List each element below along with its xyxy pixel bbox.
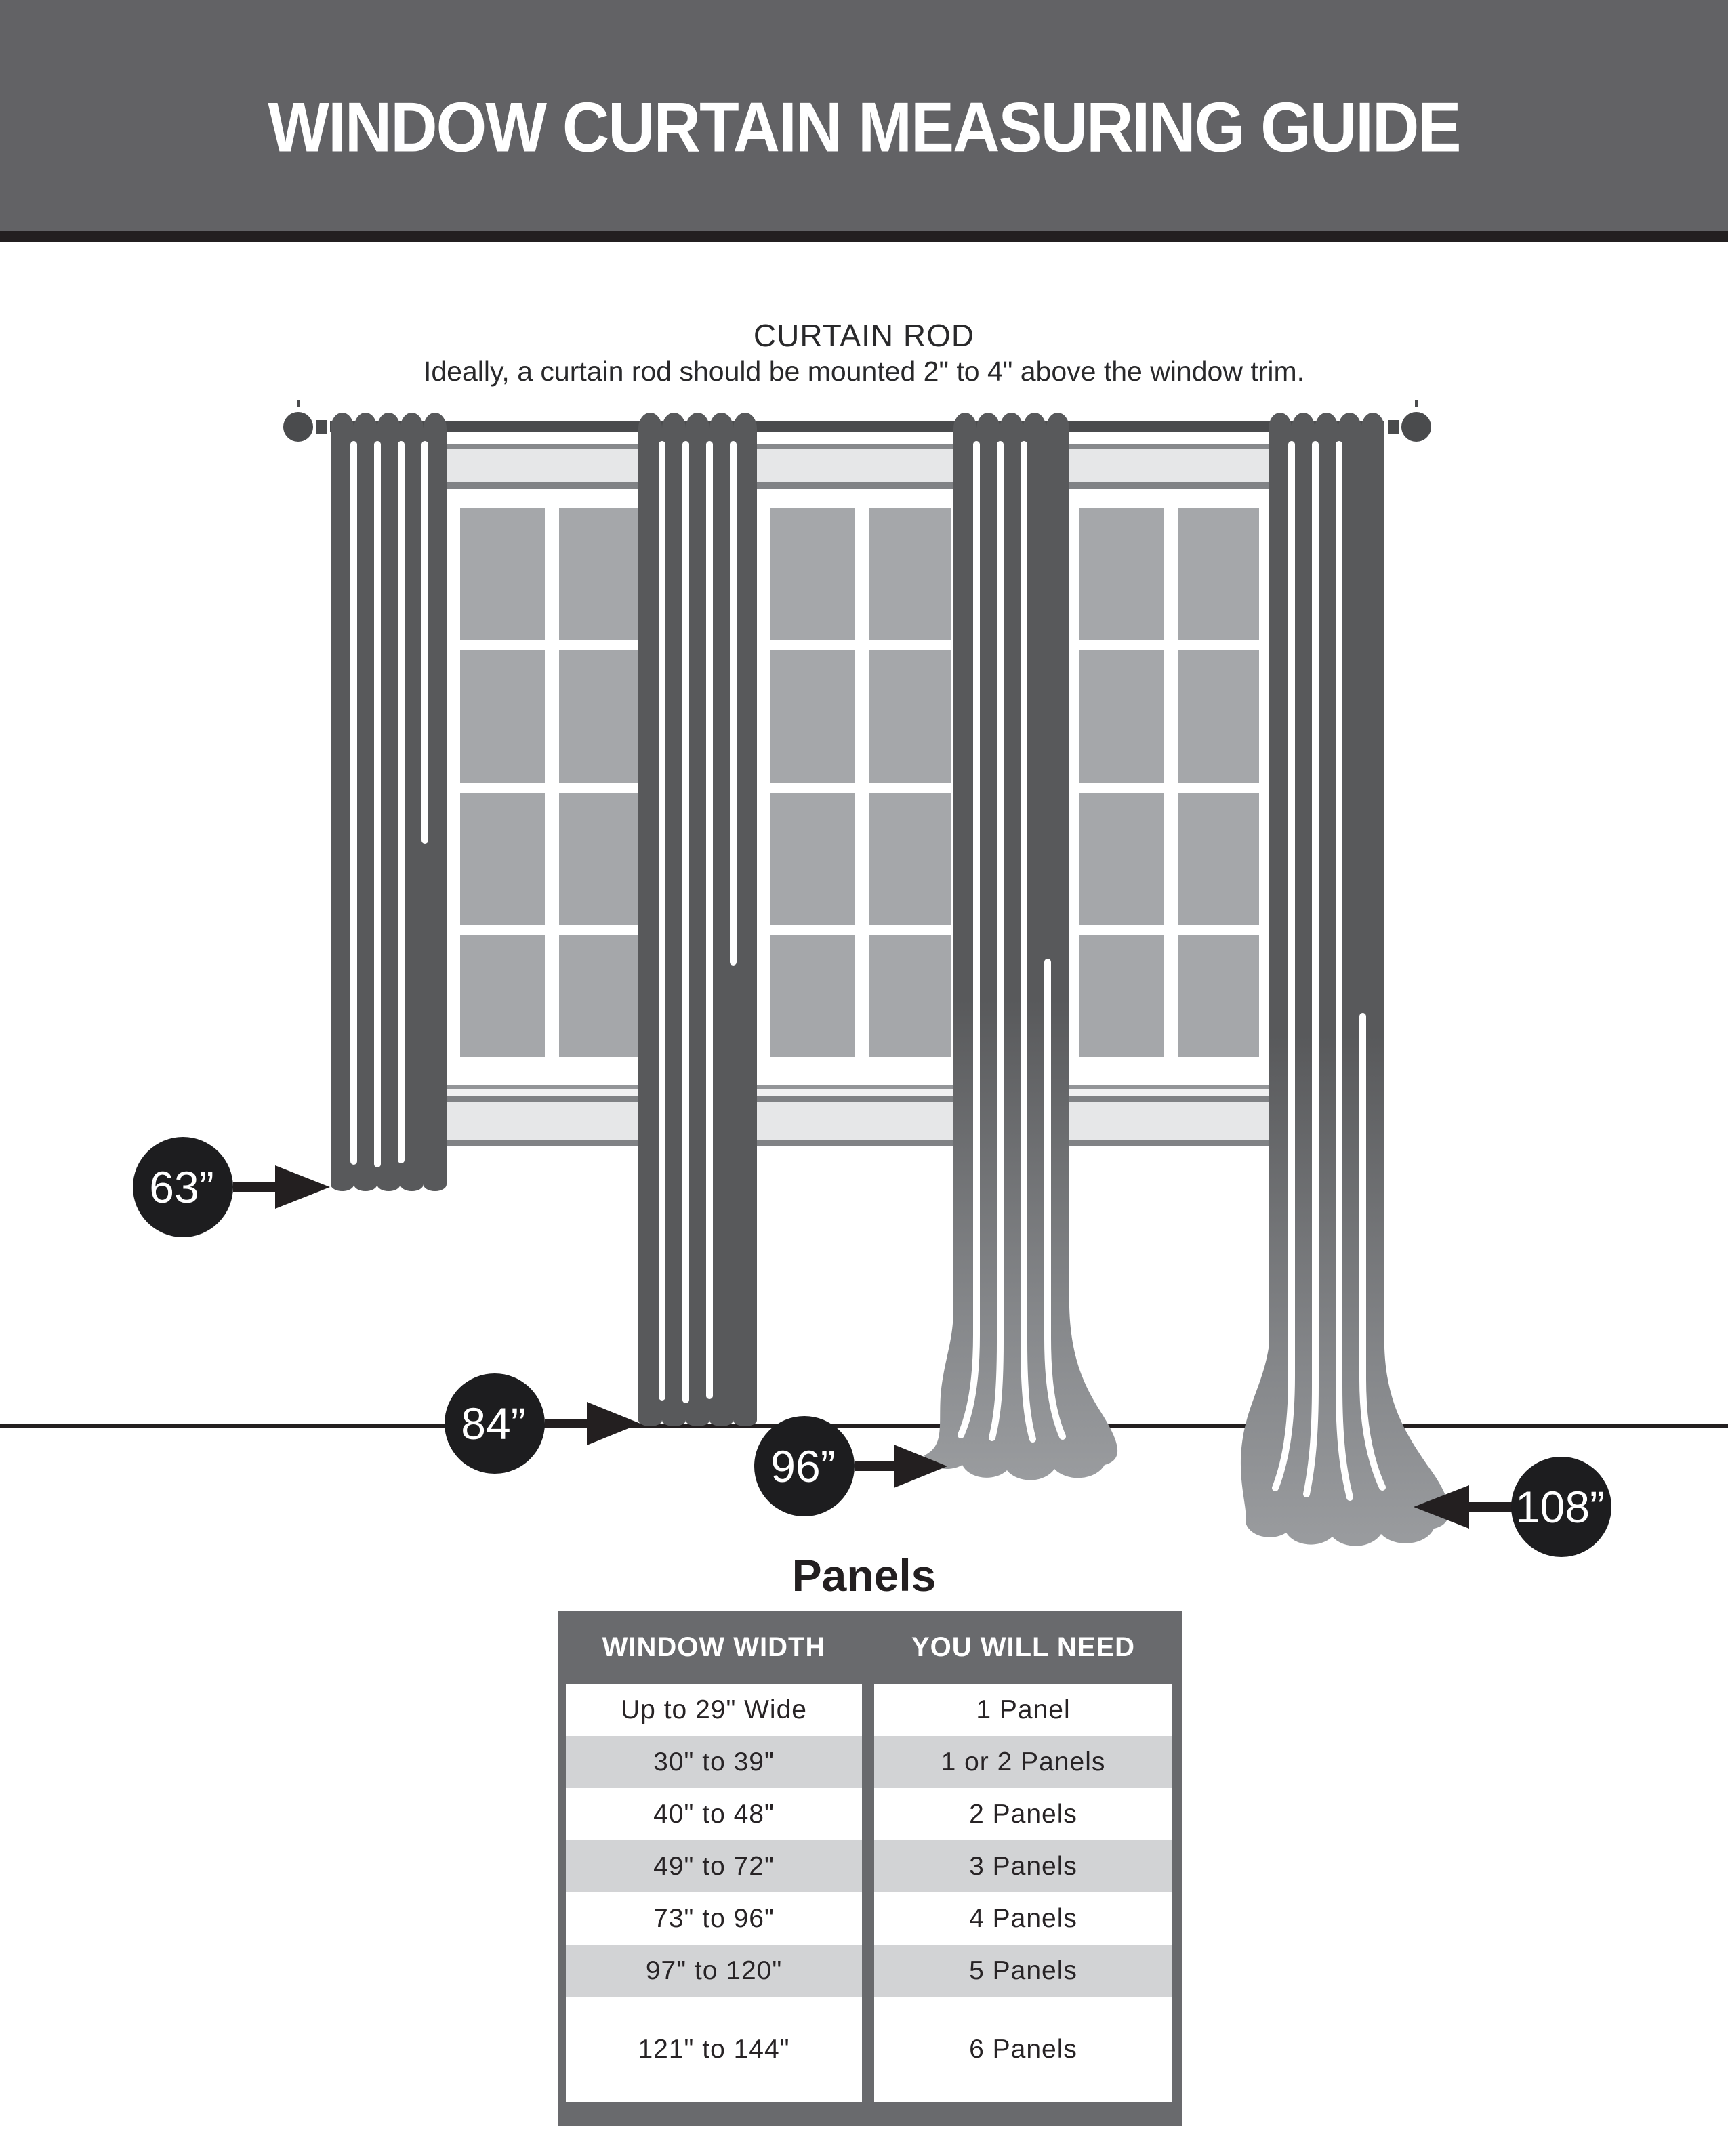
window-pane	[869, 935, 951, 1057]
table-column-window-width	[566, 1684, 862, 2102]
window-pane	[559, 935, 640, 1057]
window-pane	[1178, 650, 1259, 783]
table-cell-width: 73" to 96"	[566, 1892, 862, 1945]
curtain-84-inch	[638, 413, 757, 1426]
sill-mid-line	[352, 1096, 1376, 1102]
window-header-band	[352, 449, 1376, 482]
window-pane	[869, 650, 951, 783]
label-text-96: 96”	[770, 1441, 836, 1491]
window-pane	[1079, 508, 1164, 640]
panels-heading: Panels	[791, 1550, 937, 1600]
window-sill	[352, 1085, 1376, 1146]
finial-tick-right	[1415, 400, 1418, 407]
label-text-108: 108”	[1515, 1482, 1605, 1532]
table-cell-width: 97" to 120"	[566, 1945, 862, 1997]
page-title: WINDOW CURTAIN MEASURING GUIDE	[268, 87, 1460, 167]
floor-line	[0, 1424, 1728, 1428]
curtain-108-body	[1241, 413, 1449, 1546]
window-pane	[460, 793, 545, 925]
window-pane	[559, 793, 640, 925]
rod-finial-right	[1401, 412, 1431, 442]
rod-bracket-right	[1388, 420, 1399, 434]
length-label-108	[1414, 1457, 1611, 1557]
window-pane	[869, 508, 951, 640]
window-pane	[460, 935, 545, 1057]
window-pane	[1178, 793, 1259, 925]
curtain-rod	[283, 400, 1431, 442]
window-pane	[1079, 650, 1164, 783]
curtain-108-inch	[1241, 413, 1449, 1546]
arrow-shaft	[855, 1461, 895, 1471]
table-cell-width: 30" to 39"	[566, 1736, 862, 1788]
window-pane	[1079, 793, 1164, 925]
table-cell-need: 2 Panels	[874, 1788, 1172, 1840]
length-label-63	[133, 1137, 330, 1237]
sill-top-line	[352, 1085, 1376, 1089]
sill-bottom-line	[352, 1140, 1376, 1146]
table-cell-width: 121" to 144"	[566, 1997, 862, 2102]
window-pane	[869, 793, 951, 925]
window-pane	[559, 650, 640, 783]
curtain-63-inch	[331, 413, 447, 1191]
col-header-you-will-need: YOU WILL NEED	[911, 1632, 1136, 1662]
label-text-63: 63”	[149, 1162, 214, 1212]
window-pane	[460, 508, 545, 640]
window-pane	[770, 508, 855, 640]
arrow-shaft	[545, 1419, 588, 1428]
arrow-shaft	[1468, 1502, 1513, 1512]
window-header-underline	[352, 482, 1376, 489]
table-cell-need: 5 Panels	[874, 1945, 1172, 1997]
window-pane	[460, 650, 545, 783]
curtain-rod-heading: CURTAIN ROD	[753, 318, 975, 353]
length-label-84	[445, 1373, 640, 1474]
length-label-96	[754, 1416, 947, 1516]
rod-bracket-left	[316, 420, 327, 434]
sill-apron	[352, 1102, 1376, 1140]
curtain-84-body	[638, 413, 757, 1426]
window	[352, 444, 1376, 1146]
arrow-head-right-icon	[275, 1165, 330, 1209]
table-cell-width: 40" to 48"	[566, 1788, 862, 1840]
curtain-rod-subtitle: Ideally, a curtain rod should be mounted 2" to 4" above the window trim.	[423, 356, 1305, 387]
window-panes	[460, 508, 1259, 1057]
panels-table	[558, 1611, 1182, 2126]
window-pane	[770, 793, 855, 925]
col-header-window-width: WINDOW WIDTH	[602, 1632, 826, 1662]
rod-bar	[330, 421, 1384, 432]
label-text-84: 84”	[461, 1398, 526, 1449]
table-cell-width: Up to 29" Wide	[566, 1684, 862, 1736]
curtain-63-body	[331, 413, 447, 1191]
window-pane	[1079, 935, 1164, 1057]
table-cell-need: 1 Panel	[874, 1684, 1172, 1736]
window-pane	[559, 508, 640, 640]
finial-tick-left	[297, 400, 300, 407]
table-cell-need: 4 Panels	[874, 1892, 1172, 1945]
table-cell-need: 3 Panels	[874, 1840, 1172, 1892]
window-pane	[770, 935, 855, 1057]
window-pane	[1178, 508, 1259, 640]
window-pane	[1178, 935, 1259, 1057]
window-pane	[770, 650, 855, 783]
arrow-shaft	[233, 1182, 276, 1192]
sill-light-strip	[352, 1089, 1376, 1096]
arrow-head-right-icon	[587, 1402, 640, 1445]
table-cell-need: 1 or 2 Panels	[874, 1736, 1172, 1788]
window-top-trim-line	[352, 444, 1376, 449]
table-cell-width: 49" to 72"	[566, 1840, 862, 1892]
table-column-you-will-need	[874, 1684, 1172, 2102]
rod-finial-left	[283, 412, 313, 442]
table-cell-need: 6 Panels	[874, 1997, 1172, 2102]
